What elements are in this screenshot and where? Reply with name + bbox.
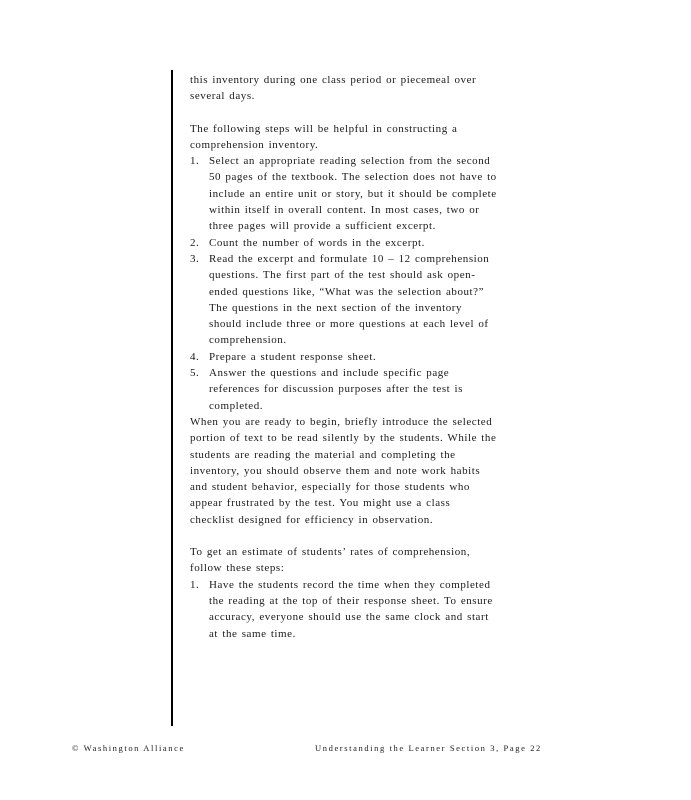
text-line: Select an appropriate reading selection from the second: [209, 155, 491, 168]
text-line: several days.: [190, 90, 255, 103]
text-line: Have the students record the time when they completed: [209, 578, 491, 591]
text-line: within itself in overall content. In most cases, two or: [209, 204, 480, 217]
text-line: students are reading the material and completing the: [190, 448, 456, 461]
text-line: Count the number of words in the excerpt.: [209, 236, 425, 249]
text-line: When you are ready to begin, briefly introduce the selected: [190, 415, 493, 428]
rate-steps-list: [190, 577, 520, 642]
text-line: references for discussion purposes after the test is: [209, 383, 463, 396]
text-line: should include three or more questions at each level of: [209, 318, 489, 331]
text-line: ended questions like, “What was the selection about?”: [209, 285, 485, 298]
text-line: comprehension.: [209, 334, 287, 347]
text-line: Read the excerpt and formulate 10 – 12 comprehension: [209, 252, 490, 265]
footer-page-label: Understanding the Learner Section 3, Page 22: [315, 743, 542, 753]
list-item: [190, 349, 520, 365]
list-number: 3.: [190, 252, 200, 265]
text-line: To get an estimate of students’ rates of comprehension,: [190, 546, 471, 559]
text-line: three pages will provide a sufficient excerpt.: [209, 220, 436, 233]
list-number: 4.: [190, 350, 200, 363]
list-item: [190, 365, 520, 414]
text-line: questions. The first part of the test should ask open-: [209, 269, 476, 282]
text-line: 50 pages of the textbook. The selection does not have to: [209, 171, 497, 184]
text-line: completed.: [209, 399, 264, 412]
list-number: 2.: [190, 236, 200, 249]
text-line: portion of text to be read silently by the students. While the: [190, 432, 497, 445]
text-line: include an entire unit or story, but it should be complete: [209, 187, 497, 200]
list-item: [190, 251, 520, 349]
text-line: this inventory during one class period or piecemeal over: [190, 74, 477, 86]
list-number: 1.: [190, 155, 200, 168]
list-number: 5.: [190, 367, 200, 380]
text-line: Answer the questions and include specific page: [209, 367, 450, 380]
vertical-margin-rule: [171, 70, 173, 726]
paragraph-steps-intro: [190, 121, 520, 154]
text-line: The questions in the next section of the inventory: [209, 301, 463, 314]
text-line: follow these steps:: [190, 562, 285, 575]
footer-copyright: © Washington Alliance: [72, 743, 185, 753]
list-item: [190, 153, 520, 234]
text-line: at the same time.: [209, 627, 296, 640]
list-item: [190, 235, 520, 251]
paragraph-observation: [190, 414, 520, 528]
text-line: appear frustrated by the test. You might use a class: [190, 497, 451, 510]
list-item: [190, 577, 520, 642]
text-line: and student behavior, especially for those students who: [190, 481, 470, 494]
text-line: checklist designed for efficiency in observation.: [190, 513, 434, 526]
text-line: the reading at the top of their response sheet. To ensure: [209, 594, 493, 607]
page-body: [190, 72, 520, 642]
paragraph-rate-intro: [190, 544, 520, 577]
list-number: 1.: [190, 578, 200, 591]
text-line: inventory, you should observe them and note work habits: [190, 464, 481, 477]
text-line: accuracy, everyone should use the same clock and start: [209, 611, 489, 624]
construction-steps-list: [190, 153, 520, 414]
paragraph-continuation: [190, 72, 520, 105]
text-line: Prepare a student response sheet.: [209, 350, 377, 363]
text-line: comprehension inventory.: [190, 138, 319, 151]
text-line: The following steps will be helpful in constructing a: [190, 122, 458, 135]
